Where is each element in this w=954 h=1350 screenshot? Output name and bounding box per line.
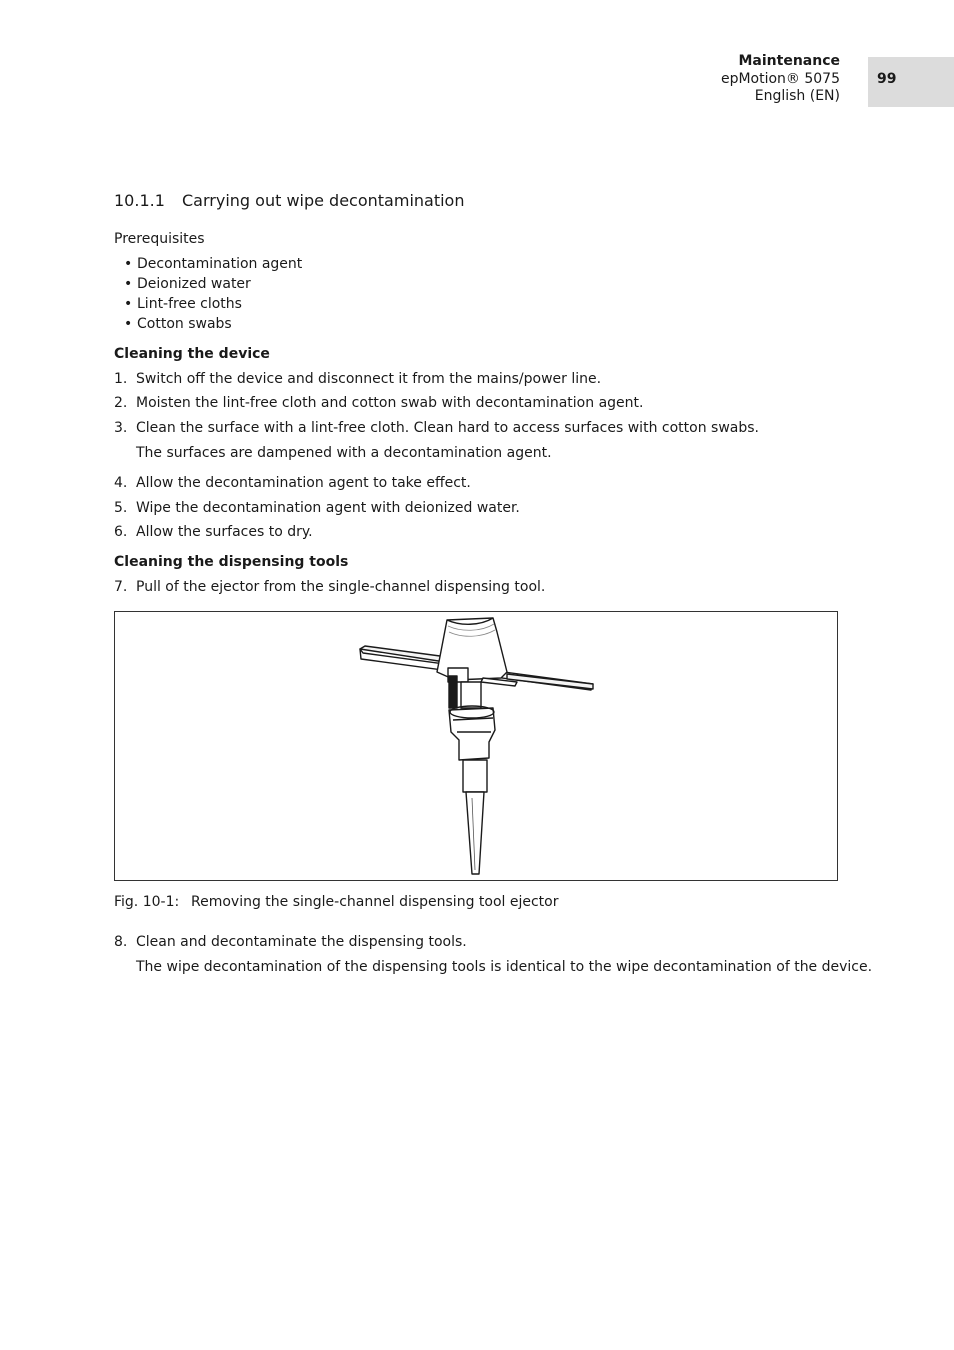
device-cleaning-title: Cleaning the device (114, 346, 270, 362)
step: 5. Wipe the decontamination agent with deionized water. (114, 500, 520, 516)
header-product: epMotion® 5075 (720, 70, 840, 87)
tools-cleaning-title: Cleaning the dispensing tools (114, 554, 349, 570)
step: 2. Moisten the lint-free cloth and cotton swab with decontamination agent. (114, 395, 644, 411)
step-result: The surfaces are dampened with a decontamination agent. (136, 445, 552, 461)
header-section: Maintenance (738, 53, 840, 69)
step: 8. Clean and decontaminate the dispensing tools. (114, 934, 467, 950)
section-number: 10.1.1 (114, 191, 165, 210)
page-header (721, 53, 840, 106)
page-number: 99 (868, 57, 954, 107)
step: 3. Clean the surface with a lint-free cloth. Clean hard to access surfaces with cotton swabs. (114, 420, 759, 436)
dispensing-tool-illustration (115, 612, 837, 880)
figure-frame (114, 611, 838, 881)
header-language: English (EN) (754, 88, 840, 104)
step: 4. Allow the decontamination agent to take effect. (114, 475, 471, 491)
prerequisite-item: • Deionized water (114, 276, 251, 292)
step-result: The wipe decontamination of the dispensing tools is identical to the wipe decontamination of the device. (136, 959, 873, 975)
figure-caption: Fig. 10-1: Removing the single-channel dispensing tool ejector (114, 894, 559, 910)
step: 6. Allow the surfaces to dry. (114, 524, 313, 540)
prerequisite-item: • Cotton swabs (114, 316, 232, 332)
section-heading (114, 191, 464, 210)
step: 1. Switch off the device and disconnect it from the mains/power line. (114, 371, 602, 387)
prerequisites-label: Prerequisites (114, 231, 205, 247)
step: 7. Pull of the ejector from the single-channel dispensing tool. (114, 579, 546, 595)
prerequisite-item: • Lint-free cloths (114, 296, 242, 312)
section-title: Carrying out wipe decontamination (182, 191, 465, 210)
prerequisite-item: • Decontamination agent (114, 256, 302, 272)
